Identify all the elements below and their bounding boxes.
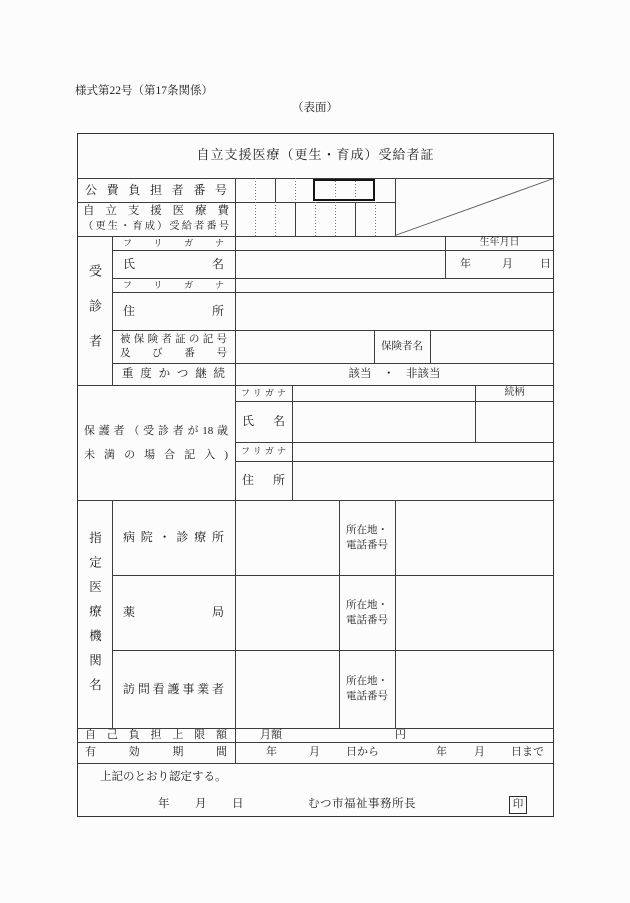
guardian-section-label-cell: [77, 385, 235, 500]
side-label: （表面）: [292, 102, 338, 114]
recipient-number-field: [235, 202, 395, 236]
insured-card-label-line1: 被保険者証の記号: [120, 334, 227, 345]
patient-section-label-cell: [77, 236, 112, 385]
payer-number-field: [235, 178, 395, 202]
patient-address-field: [235, 292, 554, 330]
patient-name-field: [235, 250, 445, 278]
valid-period-field: [235, 742, 554, 763]
insurer-label: 保険者名: [381, 341, 423, 352]
pharmacy-address-label-line1: 所在地・: [346, 599, 388, 611]
guardian-relation-field: [475, 401, 554, 442]
hospital-name-field: [235, 500, 339, 575]
guardian-furigana2-field: [292, 442, 554, 461]
copay-limit-label: 自己負担上限額: [85, 729, 227, 741]
certification-day-unit: 日: [232, 798, 244, 810]
payer-number-label: 公費負担者番号: [85, 183, 227, 197]
hospital-label: 病院・診療所: [123, 530, 224, 544]
hospital-address-label-cell: [339, 500, 395, 575]
guardian-label-line2: 未満の場合記入): [84, 448, 228, 461]
guardian-label-line1: 保護者（受診者が18歳: [84, 424, 228, 437]
guardian-name-label: 氏名: [242, 414, 285, 428]
valid-to-year-unit: 年: [436, 746, 447, 758]
certificate-title: 自立支援医療（更生・育成）受給者証: [196, 147, 435, 162]
patient-furigana-label: フリガナ: [123, 238, 224, 248]
guardian-furigana-field: [292, 385, 475, 401]
pharmacy-label: 薬局: [123, 605, 224, 619]
seal-box: 印: [509, 796, 527, 814]
patient-birthdate-field: [445, 250, 554, 278]
nursing-name-field: [235, 650, 339, 728]
recipient-number-label-line1: 自立支援医療費: [83, 205, 229, 217]
hospital-address-field: [395, 500, 554, 575]
hospital-address-label-line2: 電話番号: [346, 539, 388, 551]
unused-diagonal-cell: [395, 178, 554, 236]
severe-continuous-options: 該当 ・ 非該当: [348, 368, 441, 380]
guardian-address-label: 住所: [242, 473, 285, 487]
guardian-relation-label: 続柄: [504, 387, 525, 398]
valid-from-year-unit: 年: [266, 746, 277, 758]
valid-from-day-unit: 日から: [346, 746, 379, 758]
nursing-address-label-cell: [339, 650, 395, 728]
valid-period-label: 有効期間: [85, 746, 227, 758]
institutions-vertical-label: 指定医療機関名: [87, 531, 102, 703]
certification-statement: 上記のとおり認定する。: [100, 771, 227, 783]
pharmacy-name-field: [235, 575, 339, 650]
insured-card-label-line2: 及び番号: [120, 348, 227, 359]
valid-to-day-unit: 日まで: [511, 746, 544, 758]
valid-from-month-unit: 月: [309, 746, 320, 758]
nursing-label: 訪問看護事業者: [123, 682, 224, 696]
form-number: 様式第22号（第17条関係）: [75, 85, 213, 97]
certification-block: [77, 763, 554, 817]
insurer-name-field: [430, 330, 554, 363]
severe-continuous-label: 重度かつ継続: [122, 368, 225, 380]
certification-month-unit: 月: [195, 798, 207, 810]
birth-day-unit: 日: [540, 258, 551, 270]
certification-year-unit: 年: [158, 798, 170, 810]
pharmacy-address-label-cell: [339, 575, 395, 650]
copay-monthly-label: 月額: [260, 729, 282, 741]
copay-yen-label: 円: [395, 729, 406, 741]
certification-issuer: むつ市福祉事務所長: [308, 798, 416, 810]
guardian-name-field: [292, 401, 475, 442]
hospital-address-label-line1: 所在地・: [346, 524, 388, 536]
patient-furigana2-field: [235, 278, 554, 292]
copay-amount-field: [235, 728, 554, 742]
guardian-address-field: [292, 461, 554, 500]
guardian-furigana2-label: フリガナ: [241, 446, 286, 456]
institutions-section-label-cell: [77, 500, 112, 728]
patient-furigana-field: [235, 236, 445, 250]
patient-vertical-label: 受診者: [87, 263, 102, 369]
birth-year-unit: 年: [460, 258, 471, 270]
patient-birthdate-label: 生年月日: [479, 237, 520, 248]
birth-month-unit: 月: [502, 258, 513, 270]
patient-furigana2-label: フリガナ: [123, 280, 224, 290]
guardian-furigana-label: フリガナ: [241, 388, 286, 398]
pharmacy-address-field: [395, 575, 554, 650]
insured-card-number-field: [235, 330, 374, 363]
patient-name-label: 氏名: [123, 257, 224, 271]
certificate-table: [77, 133, 554, 817]
nursing-address-label-line1: 所在地・: [346, 676, 388, 687]
valid-to-month-unit: 月: [474, 746, 485, 758]
recipient-number-label-line2: （更生・育成）受給者番号: [83, 221, 229, 232]
nursing-address-field: [395, 650, 554, 728]
nursing-address-label-line2: 電話番号: [346, 691, 388, 702]
pharmacy-address-label-line2: 電話番号: [346, 614, 388, 626]
patient-address-label: 住所: [123, 304, 224, 318]
